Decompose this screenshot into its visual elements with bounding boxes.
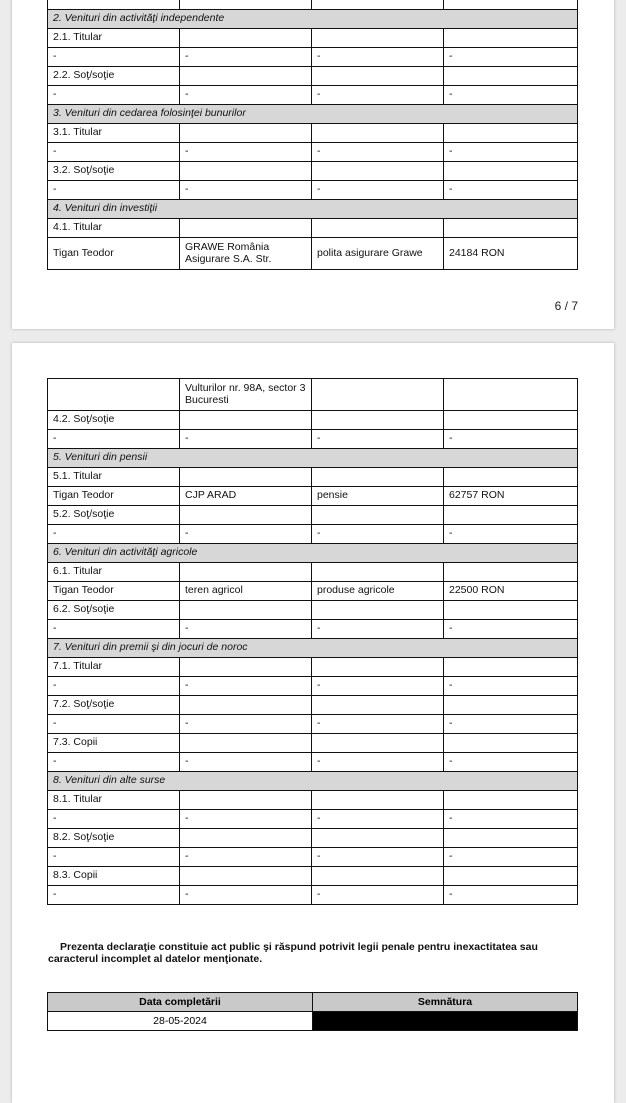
beneficiary-cell: - <box>48 525 180 544</box>
source-cell: - <box>180 810 312 829</box>
beneficiary-cell: 5.2. Soţ/soţie <box>48 506 180 525</box>
service-cell: - <box>312 181 444 200</box>
service-cell <box>312 658 444 677</box>
beneficiary-cell: 8.3. Copii <box>48 867 180 886</box>
beneficiary-cell: 8.1. Titular <box>48 791 180 810</box>
beneficiary-cell <box>48 379 180 411</box>
beneficiary-cell: - <box>48 886 180 905</box>
amount-cell <box>444 601 578 620</box>
table-row <box>48 219 578 238</box>
service-cell <box>312 506 444 525</box>
table-row <box>48 563 578 582</box>
amount-cell <box>444 219 578 238</box>
section-title: 3. Venituri din cedarea folosinţei bunurilor <box>48 105 578 124</box>
service-cell <box>312 0 444 10</box>
amount-cell <box>444 563 578 582</box>
source-cell <box>180 791 312 810</box>
table-row <box>48 696 578 715</box>
beneficiary-cell: 8.2. Soţ/soţie <box>48 829 180 848</box>
beneficiary-cell: 3.1. Titular <box>48 124 180 143</box>
beneficiary-cell: 7.2. Soţ/soţie <box>48 696 180 715</box>
source-cell <box>180 29 312 48</box>
table-row <box>48 753 578 772</box>
beneficiary-cell: 7.1. Titular <box>48 658 180 677</box>
amount-cell: 24184 RON <box>444 238 578 270</box>
source-cell: GRAWE România Asigurare S.A. Str. <box>180 238 312 270</box>
signature-table <box>47 992 578 1031</box>
beneficiary-cell: 3.2. Soţ/soţie <box>48 162 180 181</box>
amount-cell <box>444 658 578 677</box>
source-cell <box>180 506 312 525</box>
table-row <box>48 886 578 905</box>
beneficiary-cell: - <box>48 715 180 734</box>
service-cell: - <box>312 715 444 734</box>
beneficiary-cell: - <box>48 430 180 449</box>
table-row <box>48 715 578 734</box>
amount-cell <box>444 124 578 143</box>
service-cell: - <box>312 143 444 162</box>
beneficiary-cell: - <box>48 848 180 867</box>
income-table-page-7 <box>47 378 578 905</box>
amount-cell <box>444 379 578 411</box>
table-row <box>48 791 578 810</box>
source-cell: - <box>180 48 312 67</box>
table-row <box>48 67 578 86</box>
section-title: 5. Venituri din pensii <box>48 449 578 468</box>
beneficiary-cell: - <box>48 620 180 639</box>
beneficiary-cell: 7.3. Copii <box>48 734 180 753</box>
amount-cell <box>444 162 578 181</box>
service-cell: - <box>312 430 444 449</box>
beneficiary-cell <box>48 0 180 10</box>
source-cell: - <box>180 753 312 772</box>
section-title: 6. Venituri din activităţi agricole <box>48 544 578 563</box>
service-cell: - <box>312 677 444 696</box>
amount-cell: - <box>444 715 578 734</box>
source-cell: - <box>180 886 312 905</box>
section-header-row <box>48 772 578 791</box>
beneficiary-cell: 4.1. Titular <box>48 219 180 238</box>
section-header-row <box>48 639 578 658</box>
service-cell: - <box>312 810 444 829</box>
amount-cell <box>444 0 578 10</box>
table-row <box>48 181 578 200</box>
source-cell: teren agricol <box>180 582 312 601</box>
service-cell: - <box>312 620 444 639</box>
amount-cell <box>444 696 578 715</box>
service-cell <box>312 379 444 411</box>
service-cell <box>312 411 444 430</box>
amount-cell: - <box>444 430 578 449</box>
table-row <box>48 86 578 105</box>
amount-cell: - <box>444 810 578 829</box>
amount-cell: - <box>444 525 578 544</box>
service-cell: - <box>312 48 444 67</box>
source-cell <box>180 829 312 848</box>
document-page-7 <box>12 343 614 1103</box>
service-cell: - <box>312 525 444 544</box>
section-header-row <box>48 200 578 219</box>
service-cell <box>312 67 444 86</box>
source-cell: Vulturilor nr. 98A, sector 3 Bucuresti <box>180 379 312 411</box>
service-cell <box>312 219 444 238</box>
source-cell <box>180 734 312 753</box>
table-row <box>48 829 578 848</box>
legal-declaration: Prezenta declaraţie constituie act public şi răspund potrivit legii penale pentru inexactitatea sau caracterul incomplet al datelor menţionate. <box>48 941 538 966</box>
table-row <box>48 810 578 829</box>
section-title: 2. Venituri din activităţi independente <box>48 10 578 29</box>
service-cell <box>312 563 444 582</box>
beneficiary-cell: 2.1. Titular <box>48 29 180 48</box>
amount-cell: - <box>444 886 578 905</box>
service-cell <box>312 29 444 48</box>
service-cell <box>312 791 444 810</box>
source-cell <box>180 867 312 886</box>
beneficiary-cell: - <box>48 181 180 200</box>
beneficiary-cell: 4.2. Soţ/soţie <box>48 411 180 430</box>
table-row <box>48 582 578 601</box>
document-page-6 <box>12 0 614 329</box>
source-cell: CJP ARAD <box>180 487 312 506</box>
section-header-row <box>48 105 578 124</box>
table-row <box>48 677 578 696</box>
amount-cell: - <box>444 753 578 772</box>
source-cell <box>180 411 312 430</box>
service-cell <box>312 829 444 848</box>
table-row <box>48 620 578 639</box>
beneficiary-cell: 2.2. Soţ/soţie <box>48 67 180 86</box>
service-cell <box>312 696 444 715</box>
source-cell <box>180 563 312 582</box>
beneficiary-cell: Tigan Teodor <box>48 582 180 601</box>
table-row <box>48 124 578 143</box>
amount-cell <box>444 468 578 487</box>
beneficiary-cell: - <box>48 143 180 162</box>
section-title: 8. Venituri din alte surse <box>48 772 578 791</box>
amount-cell: - <box>444 48 578 67</box>
beneficiary-cell: Tigan Teodor <box>48 238 180 270</box>
source-cell <box>180 219 312 238</box>
table-row <box>48 487 578 506</box>
service-cell: - <box>312 848 444 867</box>
source-cell <box>180 601 312 620</box>
page-number: 6 / 7 <box>554 299 578 313</box>
service-cell: pensie <box>312 487 444 506</box>
service-cell <box>312 601 444 620</box>
table-row <box>48 506 578 525</box>
service-cell <box>312 867 444 886</box>
amount-cell: - <box>444 86 578 105</box>
table-row <box>48 238 578 270</box>
amount-cell: - <box>444 620 578 639</box>
amount-cell: - <box>444 143 578 162</box>
beneficiary-cell: 5.1. Titular <box>48 468 180 487</box>
service-cell: produse agricole <box>312 582 444 601</box>
amount-cell: - <box>444 181 578 200</box>
amount-cell: - <box>444 848 578 867</box>
source-cell <box>180 0 312 10</box>
beneficiary-cell: - <box>48 753 180 772</box>
section-title: 7. Venituri din premii şi din jocuri de noroc <box>48 639 578 658</box>
table-row <box>48 29 578 48</box>
amount-cell: - <box>444 677 578 696</box>
table-row <box>48 658 578 677</box>
source-cell: - <box>180 181 312 200</box>
service-cell: - <box>312 86 444 105</box>
table-row <box>48 143 578 162</box>
source-cell <box>180 696 312 715</box>
beneficiary-cell: - <box>48 677 180 696</box>
amount-cell: 22500 RON <box>444 582 578 601</box>
signature-box <box>313 1012 578 1031</box>
beneficiary-cell: - <box>48 48 180 67</box>
service-cell: - <box>312 753 444 772</box>
table-row <box>48 411 578 430</box>
section-header-row <box>48 449 578 468</box>
table-row <box>48 867 578 886</box>
source-cell: - <box>180 848 312 867</box>
source-cell <box>180 124 312 143</box>
source-cell: - <box>180 620 312 639</box>
amount-cell <box>444 791 578 810</box>
beneficiary-cell: 6.2. Soţ/soţie <box>48 601 180 620</box>
table-row <box>48 525 578 544</box>
amount-cell <box>444 506 578 525</box>
table-row <box>48 379 578 411</box>
source-cell <box>180 162 312 181</box>
beneficiary-cell: - <box>48 810 180 829</box>
source-cell: - <box>180 143 312 162</box>
section-header-row <box>48 544 578 563</box>
service-cell <box>312 734 444 753</box>
source-cell: - <box>180 86 312 105</box>
amount-cell <box>444 411 578 430</box>
source-cell: - <box>180 430 312 449</box>
service-cell: - <box>312 886 444 905</box>
completion-date: 28-05-2024 <box>48 1012 313 1031</box>
section-title: 4. Venituri din investiţii <box>48 200 578 219</box>
table-row <box>48 0 578 10</box>
amount-cell <box>444 867 578 886</box>
service-cell: polita asigurare Grawe <box>312 238 444 270</box>
source-cell: - <box>180 525 312 544</box>
table-row <box>48 734 578 753</box>
source-cell <box>180 468 312 487</box>
beneficiary-cell: 6.1. Titular <box>48 563 180 582</box>
table-row <box>48 468 578 487</box>
income-table-page-6 <box>47 0 578 270</box>
signature-header: Semnătura <box>313 993 578 1012</box>
service-cell <box>312 162 444 181</box>
source-cell: - <box>180 715 312 734</box>
beneficiary-cell: - <box>48 86 180 105</box>
source-cell <box>180 658 312 677</box>
table-row <box>48 48 578 67</box>
source-cell: - <box>180 677 312 696</box>
amount-cell: 62757 RON <box>444 487 578 506</box>
table-row <box>48 430 578 449</box>
amount-cell <box>444 829 578 848</box>
amount-cell <box>444 67 578 86</box>
table-row <box>48 848 578 867</box>
service-cell <box>312 468 444 487</box>
source-cell <box>180 67 312 86</box>
table-row <box>48 601 578 620</box>
section-header-row <box>48 10 578 29</box>
beneficiary-cell: Tigan Teodor <box>48 487 180 506</box>
table-row <box>48 162 578 181</box>
date-header: Data completării <box>48 993 313 1012</box>
service-cell <box>312 124 444 143</box>
amount-cell <box>444 734 578 753</box>
amount-cell <box>444 29 578 48</box>
